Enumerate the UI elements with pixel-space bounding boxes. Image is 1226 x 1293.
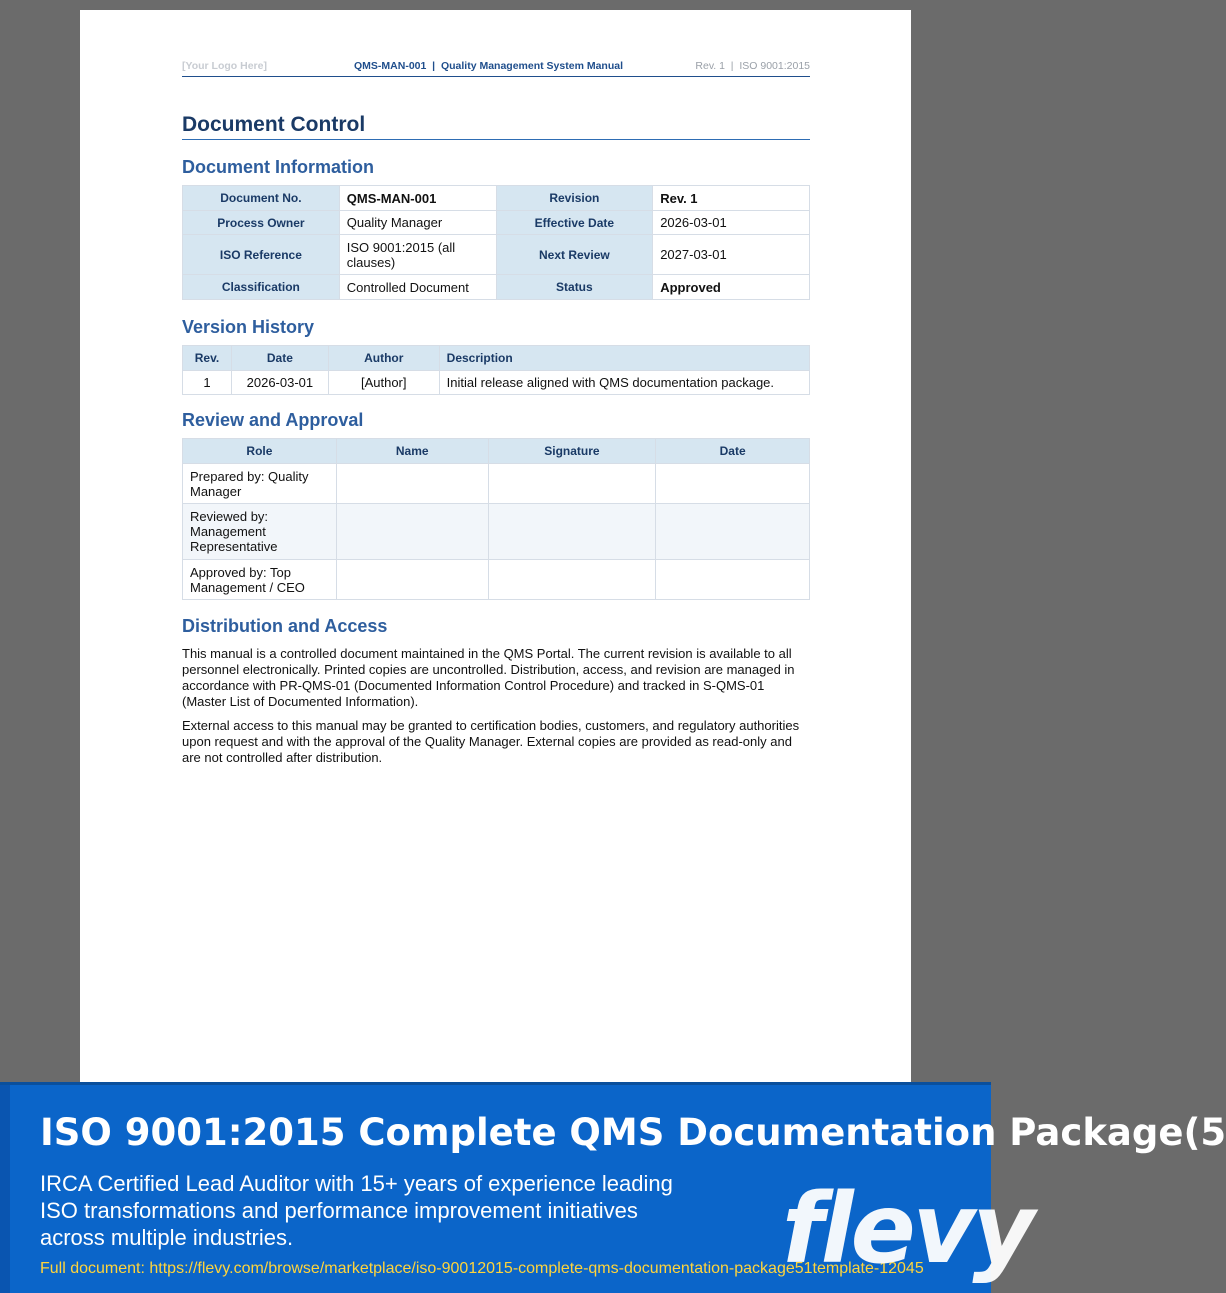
column-header-signature: Signature (488, 439, 656, 464)
cell-signature[interactable] (488, 464, 656, 504)
section-heading-doc-info: Document Information (182, 157, 374, 177)
table-row (183, 211, 810, 235)
cell-name[interactable] (336, 504, 488, 560)
page-title: Document Control (182, 113, 810, 140)
label-next-review: Next Review (496, 235, 653, 275)
value-iso-reference: ISO 9001:2015 (all clauses) (339, 235, 496, 275)
label-process-owner: Process Owner (183, 211, 340, 235)
version-history-table (182, 345, 810, 395)
cell-description: Initial release aligned with QMS documentation package. (439, 371, 809, 395)
banner-edge (0, 1085, 10, 1293)
table-header-row (183, 439, 810, 464)
cell-name[interactable] (336, 560, 488, 600)
document-page (80, 10, 911, 1085)
column-header-author: Author (328, 346, 439, 371)
running-header (182, 60, 810, 77)
doc-info-table (182, 185, 810, 300)
label-iso-reference: ISO Reference (183, 235, 340, 275)
table-header-row (183, 346, 810, 371)
label-classification: Classification (183, 275, 340, 300)
cell-signature[interactable] (488, 560, 656, 600)
cell-signature[interactable] (488, 504, 656, 560)
promo-banner (0, 1082, 1226, 1293)
cell-date[interactable] (656, 464, 810, 504)
logo-placeholder: [Your Logo Here] (182, 60, 267, 72)
label-doc-no: Document No. (183, 186, 340, 211)
value-next-review: 2027-03-01 (653, 235, 810, 275)
table-row (183, 464, 810, 504)
table-row (183, 504, 810, 560)
column-header-date: Date (231, 346, 328, 371)
external-access-paragraph: External access to this manual may be granted to certification bodies, customers, and regulatory authorities upon request and with the approval of the Quality Manager. External copies are provided as read-only and are not controlled after distribution. (182, 718, 800, 765)
label-status: Status (496, 275, 653, 300)
cell-rev: 1 (183, 371, 232, 395)
cell-name[interactable] (336, 464, 488, 504)
table-row (183, 560, 810, 600)
value-doc-no: QMS-MAN-001 (339, 186, 496, 211)
value-status: Approved (653, 275, 810, 300)
column-header-name: Name (336, 439, 488, 464)
cell-date[interactable] (656, 504, 810, 560)
cell-role: Prepared by: Quality Manager (183, 464, 337, 504)
table-row (183, 186, 810, 211)
column-header-date: Date (656, 439, 810, 464)
table-row (183, 235, 810, 275)
section-heading-distribution: Distribution and Access (182, 616, 388, 636)
header-revision: Rev. 1 | ISO 9001:2015 (695, 60, 810, 72)
header-doc-ref: QMS-MAN-001 | Quality Management System Manual (354, 60, 623, 72)
cell-role: Reviewed by: Management Representative (183, 504, 337, 560)
distribution-paragraph: This manual is a controlled document maintained in the QMS Portal. The current revision is available to all personnel electronically. Printed copies are uncontrolled. Distribution, access, and revision are managed in accordance with PR-QMS-01 (Documented Information Control Procedure) and tracked in S-QMS-01 (Master List of Documented Information). (182, 646, 795, 709)
label-effective-date: Effective Date (496, 211, 653, 235)
value-classification: Controlled Document (339, 275, 496, 300)
cell-role: Approved by: Top Management / CEO (183, 560, 337, 600)
value-process-owner: Quality Manager (339, 211, 496, 235)
value-effective-date: 2026-03-01 (653, 211, 810, 235)
full-document-link[interactable]: Full document: https://flevy.com/browse/marketplace/iso-90012015-complete-qms-documentation-package51template-12045 (40, 1260, 924, 1277)
banner-title: ISO 9001:2015 Complete QMS Documentation Package(5 (40, 1111, 1226, 1154)
column-header-description: Description (439, 346, 809, 371)
column-header-role: Role (183, 439, 337, 464)
review-approval-table (182, 438, 810, 600)
value-revision: Rev. 1 (653, 186, 810, 211)
cell-date: 2026-03-01 (231, 371, 328, 395)
table-row (183, 371, 810, 395)
column-header-rev: Rev. (183, 346, 232, 371)
section-heading-review: Review and Approval (182, 410, 364, 430)
cell-date[interactable] (656, 560, 810, 600)
cell-author: [Author] (328, 371, 439, 395)
section-heading-version-history: Version History (182, 317, 315, 337)
banner-description: IRCA Certified Lead Auditor with 15+ years of experience leading ISO transformations and performance improvement initiatives across multiple industries. (40, 1171, 673, 1250)
table-row (183, 275, 810, 300)
label-revision: Revision (496, 186, 653, 211)
flevy-logo: flevy (782, 1173, 1032, 1285)
